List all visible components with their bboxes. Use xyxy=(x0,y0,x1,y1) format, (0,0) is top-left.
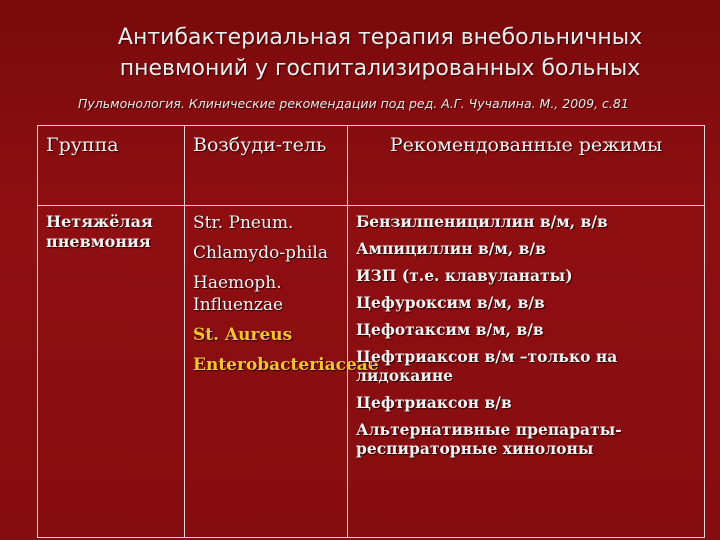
regimen-item: Бензилпенициллин в/м, в/в xyxy=(356,212,608,231)
pathogen-item-highlight: St. Aureus xyxy=(193,325,293,345)
pathogen-item: Str. Pneum. xyxy=(193,213,294,233)
table-header-row xyxy=(38,126,705,206)
pathogen-item: Chlamydo-phila xyxy=(193,243,328,263)
regimen-item: ИЗП (т.е. клавуланаты) xyxy=(356,266,573,285)
pathogen-item-highlight: Enterobacteriaceae xyxy=(193,355,379,375)
regimen-item: Цефтриаксон в/м –только на лидокаине xyxy=(356,347,618,385)
group-cell: Нетяжёлая пневмония xyxy=(38,206,185,538)
regimen-item: Цефтриаксон в/в xyxy=(356,393,512,412)
header-group: Группа xyxy=(38,126,185,206)
therapy-table xyxy=(37,125,705,538)
slide-title-line1: Антибактериальная терапия внебольничных xyxy=(117,25,643,50)
pathogen-item: Haemoph. Influenzae xyxy=(193,273,284,315)
header-pathogen: Возбуди-тель xyxy=(185,126,348,206)
source-citation: Пульмонология. Клинические рекомендации под ред. А.Г. Чучалина. М., 2009, с.81 xyxy=(78,96,629,111)
regimen-item: Альтернативные препараты- респираторные хинолоны xyxy=(356,420,622,458)
regimen-item: Ампициллин в/м, в/в xyxy=(356,239,546,258)
pathogens-cell xyxy=(185,206,379,538)
table-row xyxy=(38,206,705,538)
slide-title xyxy=(60,22,700,84)
header-regimens: Рекомендованные режимы xyxy=(348,126,705,206)
regimen-item: Цефотаксим в/м, в/в xyxy=(356,320,544,339)
regimen-item: Цефуроксим в/м, в/в xyxy=(356,293,545,312)
regimens-cell xyxy=(348,206,705,538)
slide-title-line2: пневмоний у госпитализированных больных xyxy=(119,56,641,81)
